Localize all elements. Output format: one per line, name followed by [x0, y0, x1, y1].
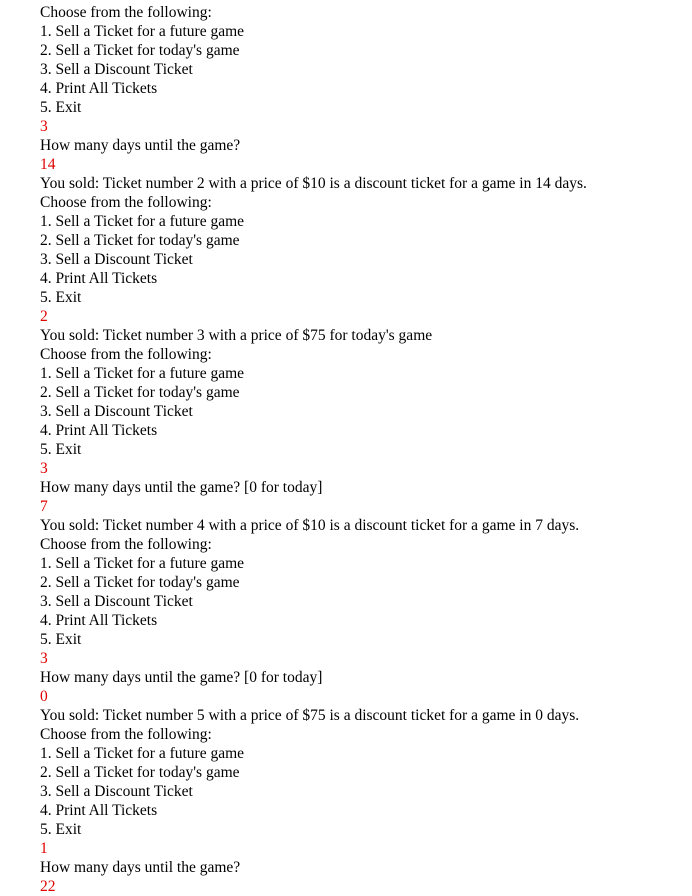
console-output-line: 1. Sell a Ticket for a future game: [40, 213, 245, 230]
console-output-line: You sold: Ticket number 5 with a price of $75 is a discount ticket for a game in 0 days.: [40, 707, 580, 724]
console-output-line: Choose from the following:: [40, 536, 212, 553]
console-output-line: 5. Exit: [40, 631, 82, 648]
console-output-line: How many days until the game?: [40, 859, 241, 876]
console-output-line: 3. Sell a Discount Ticket: [40, 61, 193, 78]
console-output-line: 3. Sell a Discount Ticket: [40, 251, 193, 268]
console-output-line: 3. Sell a Discount Ticket: [40, 783, 193, 800]
user-input-line: 3: [40, 118, 48, 135]
console-output-line: 3. Sell a Discount Ticket: [40, 593, 193, 610]
console-output-line: You sold: Ticket number 2 with a price of $10 is a discount ticket for a game in 14 days.: [40, 175, 587, 192]
console-output-line: Choose from the following:: [40, 4, 212, 21]
console-output-line: 4. Print All Tickets: [40, 270, 158, 287]
console-output-line: 1. Sell a Ticket for a future game: [40, 365, 245, 382]
console-output-line: 2. Sell a Ticket for today's game: [40, 42, 240, 59]
user-input-line: 1: [40, 840, 48, 857]
user-input-line: 22: [40, 878, 56, 895]
console-output-line: 2. Sell a Ticket for today's game: [40, 384, 240, 401]
user-input-line: 14: [40, 156, 56, 173]
console-output-line: Choose from the following:: [40, 194, 212, 211]
user-input-line: 3: [40, 460, 48, 477]
console-output-line: Choose from the following:: [40, 346, 212, 363]
console-output-line: 4. Print All Tickets: [40, 612, 158, 629]
console-output: [40, 3, 680, 896]
console-output-line: 2. Sell a Ticket for today's game: [40, 232, 240, 249]
user-input-line: 2: [40, 308, 48, 325]
user-input-line: 7: [40, 498, 48, 515]
console-output-line: How many days until the game?: [40, 137, 241, 154]
console-output-line: Choose from the following:: [40, 726, 212, 743]
console-output-line: You sold: Ticket number 4 with a price of $10 is a discount ticket for a game in 7 days.: [40, 517, 580, 534]
user-input-line: 0: [40, 688, 48, 705]
console-output-line: 4. Print All Tickets: [40, 802, 158, 819]
console-output-line: 4. Print All Tickets: [40, 422, 158, 439]
console-output-line: 3. Sell a Discount Ticket: [40, 403, 193, 420]
console-output-line: 2. Sell a Ticket for today's game: [40, 574, 240, 591]
console-output-line: 5. Exit: [40, 441, 82, 458]
console-output-line: You sold: Ticket number 3 with a price of $75 for today's game: [40, 327, 433, 344]
console-output-line: 4. Print All Tickets: [40, 80, 158, 97]
console-output-line: How many days until the game? [0 for today]: [40, 669, 323, 686]
console-output-line: 5. Exit: [40, 99, 82, 116]
console-output-line: 2. Sell a Ticket for today's game: [40, 764, 240, 781]
console-output-line: 5. Exit: [40, 289, 82, 306]
console-output-line: 5. Exit: [40, 821, 82, 838]
user-input-line: 3: [40, 650, 48, 667]
console-output-line: 1. Sell a Ticket for a future game: [40, 745, 245, 762]
console-output-line: 1. Sell a Ticket for a future game: [40, 23, 245, 40]
console-output-line: 1. Sell a Ticket for a future game: [40, 555, 245, 572]
console-output-line: How many days until the game? [0 for today]: [40, 479, 323, 496]
